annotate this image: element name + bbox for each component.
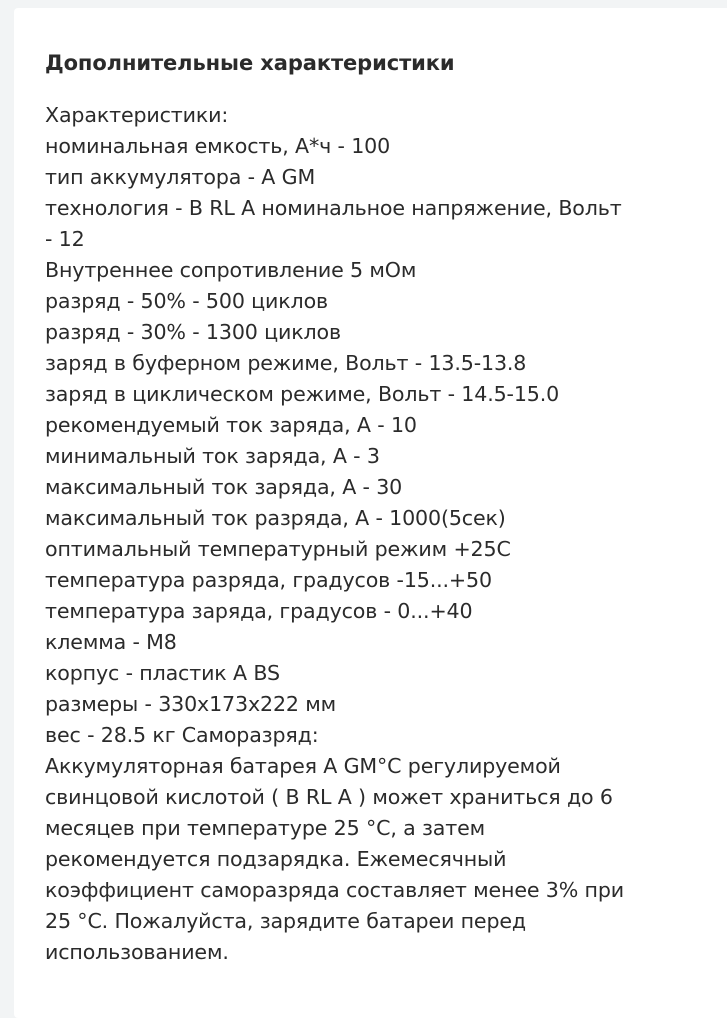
- description-line: температура заряда, градусов - 0...+40: [45, 599, 473, 623]
- description-line: 25 °C. Пожалуйста, зарядите батареи перед: [45, 909, 526, 933]
- description-line: рекомендуемый ток заряда, А - 10: [45, 413, 417, 437]
- description-line: оптимальный температурный режим +25С: [45, 537, 511, 561]
- description-line: разряд - 30% - 1300 циклов: [45, 320, 341, 344]
- description-line: заряд в циклическом режиме, Вольт - 14.5-15.0: [45, 382, 560, 406]
- description-line: заряд в буферном режиме, Вольт - 13.5-13.8: [45, 351, 527, 375]
- description-line: температура разряда, градусов -15...+50: [45, 568, 492, 592]
- description-line: максимальный ток разряда, А - 1000(5сек): [45, 506, 506, 530]
- description-line: месяцев при температуре 25 °C, а затем: [45, 816, 486, 840]
- description-line: коэффициент саморазряда составляет менее 3% при: [45, 878, 625, 902]
- description-line: технология - B RL A номинальное напряжение, Вольт: [45, 196, 622, 220]
- description-line: тип аккумулятора - A GM: [45, 165, 316, 189]
- description-line: Аккумуляторная батарея A GM°C регулируемой: [45, 754, 561, 778]
- section-title: Дополнительные характеристики: [45, 51, 455, 75]
- description-card: [14, 8, 727, 1018]
- description-line: минимальный ток заряда, А - 3: [45, 444, 380, 468]
- description-line: Характеристики:: [45, 103, 229, 127]
- description-line: максимальный ток заряда, А - 30: [45, 475, 403, 499]
- description-line: Внутреннее сопротивление 5 мОм: [45, 258, 417, 282]
- description-line: рекомендуется подзарядка. Ежемесячный: [45, 847, 507, 871]
- description-line: корпус - пластик A BS: [45, 661, 280, 685]
- description-line: свинцовой кислотой ( B RL A ) может храниться до 6: [45, 785, 613, 809]
- description-line: клемма - М8: [45, 630, 177, 654]
- description-line: - 12: [45, 227, 85, 251]
- description-line: разряд - 50% - 500 циклов: [45, 289, 329, 313]
- description-line: размеры - 330x173x222 мм: [45, 692, 337, 716]
- description-line: использованием.: [45, 940, 229, 964]
- description-line: вес - 28.5 кг Саморазряд:: [45, 723, 319, 747]
- description-text: [45, 100, 624, 968]
- description-line: номинальная емкость, А*ч - 100: [45, 134, 391, 158]
